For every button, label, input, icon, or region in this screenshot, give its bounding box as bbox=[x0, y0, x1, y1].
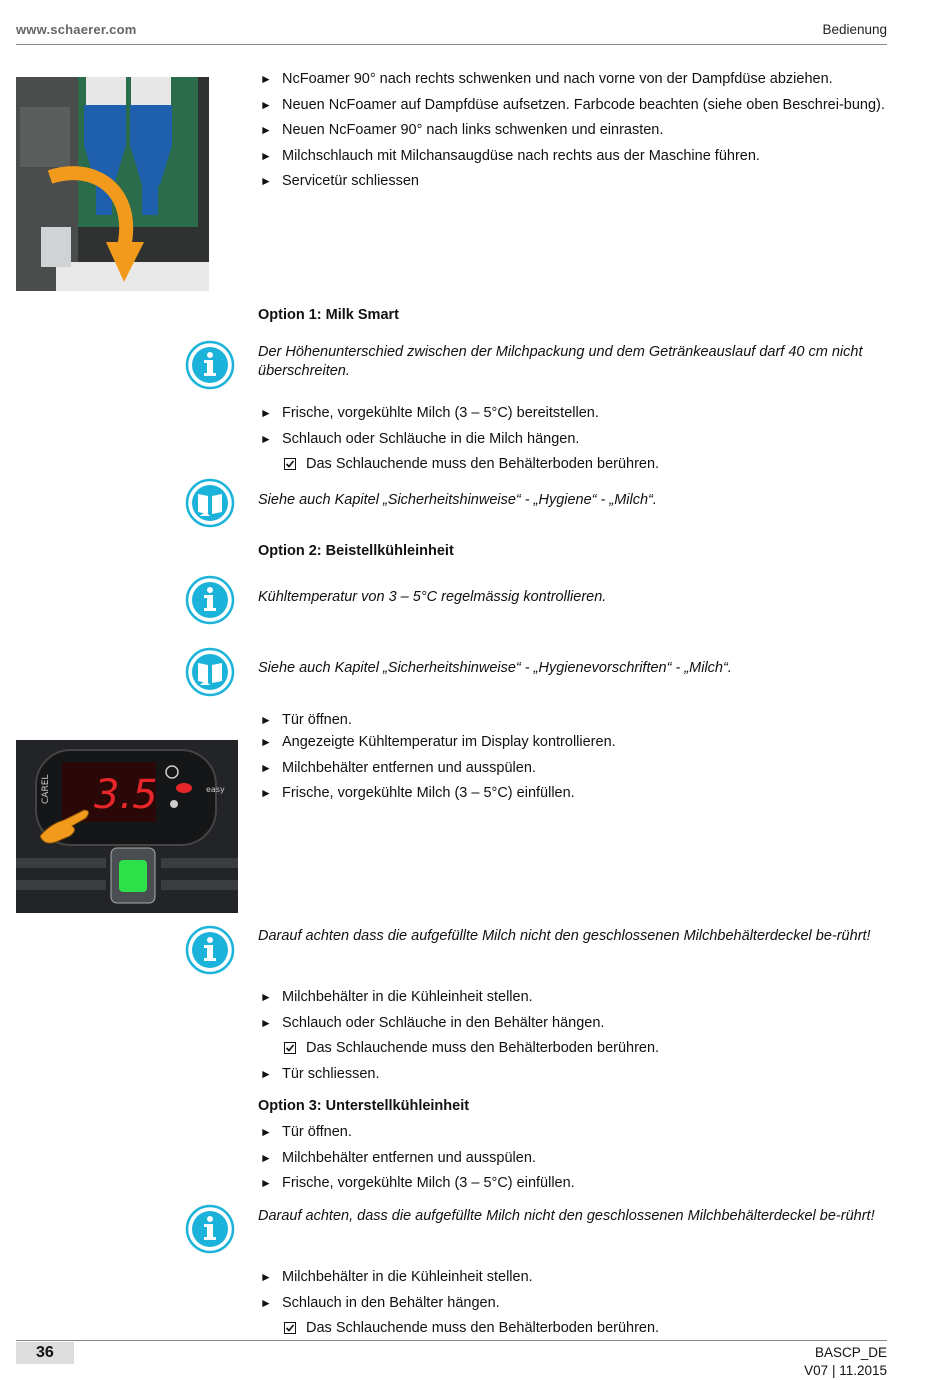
list-item: ► Milchbehälter in die Kühleinheit stellen. bbox=[260, 989, 533, 1005]
arrow-bullet-icon: ► bbox=[260, 713, 272, 727]
info-icon bbox=[185, 1204, 235, 1254]
manual-reference-icon bbox=[185, 647, 235, 697]
ncfoamer-machine-image bbox=[16, 77, 209, 291]
list-item: ► Milchbehälter entfernen und ausspülen. bbox=[260, 759, 536, 776]
arrow-bullet-icon: ► bbox=[260, 1176, 272, 1190]
list-item: ► Tür öffnen. bbox=[260, 712, 352, 728]
check-item: Das Schlauchende muss den Behälterboden berühren. bbox=[258, 455, 888, 473]
header-section: Bedienung bbox=[822, 22, 887, 37]
option3-steps-b bbox=[258, 1268, 888, 1345]
arrow-bullet-icon: ► bbox=[260, 1150, 272, 1165]
list-item: ► Milchbehälter in die Kühleinheit stellen. bbox=[260, 1269, 533, 1285]
checkbox-icon bbox=[284, 1042, 296, 1054]
arrow-bullet-icon: ► bbox=[260, 406, 272, 420]
footer-rule bbox=[16, 1340, 887, 1341]
option2-heading: Option 2: Beistellkühleinheit bbox=[258, 543, 454, 559]
list-item: ► Angezeigte Kühltemperatur im Display kontrollieren. bbox=[260, 734, 616, 750]
list-item: ► Milchbehälter entfernen und ausspülen. bbox=[260, 1149, 536, 1166]
list-item: ► Schlauch oder Schläuche in die Milch hängen. bbox=[260, 430, 580, 447]
option3-heading: Option 3: Unterstellkühleinheit bbox=[258, 1098, 470, 1114]
list-item: ► Tür schliessen. bbox=[260, 1065, 380, 1082]
option1-reference-note: Siehe auch Kapitel „Sicherheitshinweise“ - „Hygiene“ - „Milch“. bbox=[258, 492, 657, 508]
green-switch-icon bbox=[119, 860, 147, 892]
arrow-bullet-icon: ► bbox=[260, 786, 272, 800]
intro-steps bbox=[258, 70, 888, 198]
checkbox-icon bbox=[284, 458, 296, 470]
list-item: ► NcFoamer 90° nach rechts schwenken und nach vorne von der Dampfdüse abziehen. bbox=[260, 71, 833, 87]
option2-steps-a bbox=[258, 711, 888, 810]
arrow-bullet-icon: ► bbox=[260, 735, 272, 749]
option2-info-note: Kühltemperatur von 3 – 5°C regelmässig kontrollieren. bbox=[258, 589, 607, 605]
checkbox-icon bbox=[284, 1322, 296, 1334]
manual-reference-icon bbox=[185, 478, 235, 528]
arrow-bullet-icon: ► bbox=[260, 1015, 272, 1030]
list-item: ► Schlauch in den Behälter hängen. bbox=[260, 1294, 500, 1311]
list-item: ► Frische, vorgekühlte Milch (3 – 5°C) einfüllen. bbox=[260, 1175, 575, 1191]
arrow-bullet-icon: ► bbox=[260, 1125, 272, 1139]
arrow-bullet-icon: ► bbox=[260, 148, 272, 163]
arrow-bullet-icon: ► bbox=[260, 123, 272, 137]
arrow-bullet-icon: ► bbox=[260, 760, 272, 775]
option3-info-note: Darauf achten, dass die aufgefüllte Milch nicht den geschlossenen Milchbehälterdeckel be-rührt! bbox=[258, 1208, 875, 1224]
list-item: ► Servicetür schliessen bbox=[260, 173, 419, 189]
arrow-bullet-icon: ► bbox=[260, 72, 272, 86]
info-icon bbox=[185, 340, 235, 390]
option3-steps-a bbox=[258, 1123, 888, 1200]
option1-info-note: Der Höhenunterschied zwischen der Milchpackung und dem Getränkeauslauf darf 40 cm nicht überschreiten. bbox=[258, 344, 863, 379]
list-item: ► Frische, vorgekühlte Milch (3 – 5°C) bereitstellen. bbox=[260, 405, 599, 421]
list-item: ► Neuen NcFoamer 90° nach links schwenken und einrasten. bbox=[260, 122, 664, 138]
arrow-bullet-icon: ► bbox=[260, 1066, 272, 1081]
list-item: ► Tür öffnen. bbox=[260, 1124, 352, 1140]
page-number: 36 bbox=[36, 1344, 54, 1361]
cooling-unit-display-image bbox=[16, 740, 238, 913]
footer-version: V07 | 11.2015 bbox=[804, 1363, 887, 1378]
option2-reference-note: Siehe auch Kapitel „Sicherheitshinweise“ - „Hygienevorschriften“ - „Milch“. bbox=[258, 660, 732, 676]
info-icon bbox=[185, 575, 235, 625]
option1-steps bbox=[258, 404, 888, 481]
display-model: easy bbox=[206, 785, 225, 794]
option2-info-note-2: Darauf achten dass die aufgefüllte Milch nicht den geschlossenen Milchbehälterdeckel be-rührt! bbox=[258, 928, 871, 944]
arrow-bullet-icon: ► bbox=[260, 1295, 272, 1310]
set-button-icon bbox=[176, 783, 192, 793]
list-item: ► Neuen NcFoamer auf Dampfdüse aufsetzen. Farbcode beachten (siehe oben Beschrei-bung). bbox=[260, 96, 885, 113]
option1-heading: Option 1: Milk Smart bbox=[258, 307, 399, 323]
check-item: Das Schlauchende muss den Behälterboden berühren. bbox=[258, 1039, 888, 1057]
list-item: ► Milchschlauch mit Milchansaugdüse nach rechts aus der Maschine führen. bbox=[260, 147, 760, 164]
arrow-bullet-icon: ► bbox=[260, 990, 272, 1004]
option2-steps-b bbox=[258, 988, 888, 1090]
info-icon bbox=[185, 925, 235, 975]
arrow-bullet-icon: ► bbox=[260, 1270, 272, 1284]
header-rule bbox=[16, 44, 887, 45]
header-website: www.schaerer.com bbox=[16, 22, 137, 37]
list-item: ► Frische, vorgekühlte Milch (3 – 5°C) einfüllen. bbox=[260, 785, 575, 801]
display-temperature: 3.5 bbox=[94, 772, 158, 818]
check-item: Das Schlauchende muss den Behälterboden berühren. bbox=[258, 1319, 888, 1337]
arrow-bullet-icon: ► bbox=[260, 174, 272, 188]
arrow-bullet-icon: ► bbox=[260, 431, 272, 446]
arrow-bullet-icon: ► bbox=[260, 97, 272, 112]
footer-doc-id: BASCP_DE bbox=[814, 1345, 887, 1360]
list-item: ► Schlauch oder Schläuche in den Behälter hängen. bbox=[260, 1014, 605, 1031]
display-brand: CAREL bbox=[41, 774, 51, 804]
defrost-icon bbox=[170, 800, 178, 808]
